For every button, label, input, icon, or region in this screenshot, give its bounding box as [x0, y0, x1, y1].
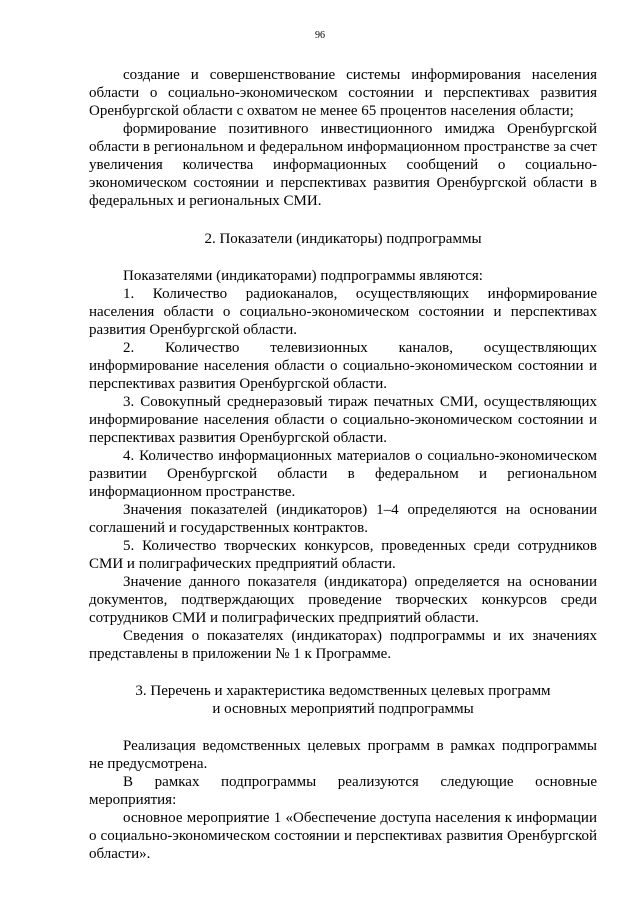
page-body	[89, 66, 597, 863]
section-2-heading: 2. Показатели (индикаторы) подпрограммы	[204, 231, 482, 247]
section-2-paragraph: Показателями (индикаторами) подпрограммы являются:	[123, 268, 483, 284]
page-number: 96	[315, 30, 325, 41]
section-3-heading	[89, 682, 597, 718]
intro-paragraph: создание и совершенствование системы информирования населения области о социально-экономическом состоянии и перспективах развития Оренбургской области с охватом не менее 65 процентов населения области;	[89, 67, 597, 119]
section-2-paragraph: Сведения о показателях (индикаторах) подпрограммы и их значениях представлены в приложении № 1 к Программе.	[89, 628, 597, 662]
section-2-paragraph: Значения показателей (индикаторов) 1–4 определяются на основании соглашений и государственных контрактов.	[89, 502, 597, 536]
section-3-heading-line: и основных мероприятий подпрограммы	[212, 701, 474, 717]
section-3-paragraph: В рамках подпрограммы реализуются следующие основные мероприятия:	[89, 774, 597, 808]
indicator-3-paragraph: 3. Совокупный среднеразовый тираж печатных СМИ, осуществляющих информирование населения области о социально-экономическом состоянии и перспективах развития Оренбургской области.	[89, 394, 597, 446]
intro-paragraph: формирование позитивного инвестиционного имиджа Оренбургской области в региональном и федеральном информационном пространстве за счет увеличения количества информационных сообщений о социально-экономическом состоянии и перспективах развития Оренбургской области в федеральных и региональных СМИ.	[89, 121, 597, 209]
indicator-4-paragraph: 4. Количество информационных материалов о социально-экономическом развитии Оренбургской области в федеральном и региональном информационном пространстве.	[89, 448, 597, 500]
indicator-1-paragraph: 1. Количество радиоканалов, осуществляющих информирование населения области о социально-экономическом состоянии и перспективах развития Оренбургской области.	[89, 286, 597, 338]
section-3-paragraph: Реализация ведомственных целевых программ в рамках подпрограммы не предусмотрена.	[89, 738, 597, 772]
section-3-paragraph: основное мероприятие 1 «Обеспечение доступа населения к информации о социально-экономическом состоянии и перспективах развития Оренбургской области».	[89, 810, 597, 862]
section-2-paragraph: Значение данного показателя (индикатора) определяется на основании документов, подтверждающих проведение творческих конкурсов среди сотрудников СМИ и полиграфических предприятий области.	[89, 574, 597, 626]
indicator-2-paragraph: 2. Количество телевизионных каналов, осуществляющих информирование населения области о социально-экономическом состоянии и перспективах развития Оренбургской области.	[89, 340, 597, 392]
section-3-heading-line: 3. Перечень и характеристика ведомственных целевых программ	[135, 683, 551, 699]
indicator-5-paragraph: 5. Количество творческих конкурсов, проведенных среди сотрудников СМИ и полиграфических предприятий области.	[89, 538, 597, 572]
